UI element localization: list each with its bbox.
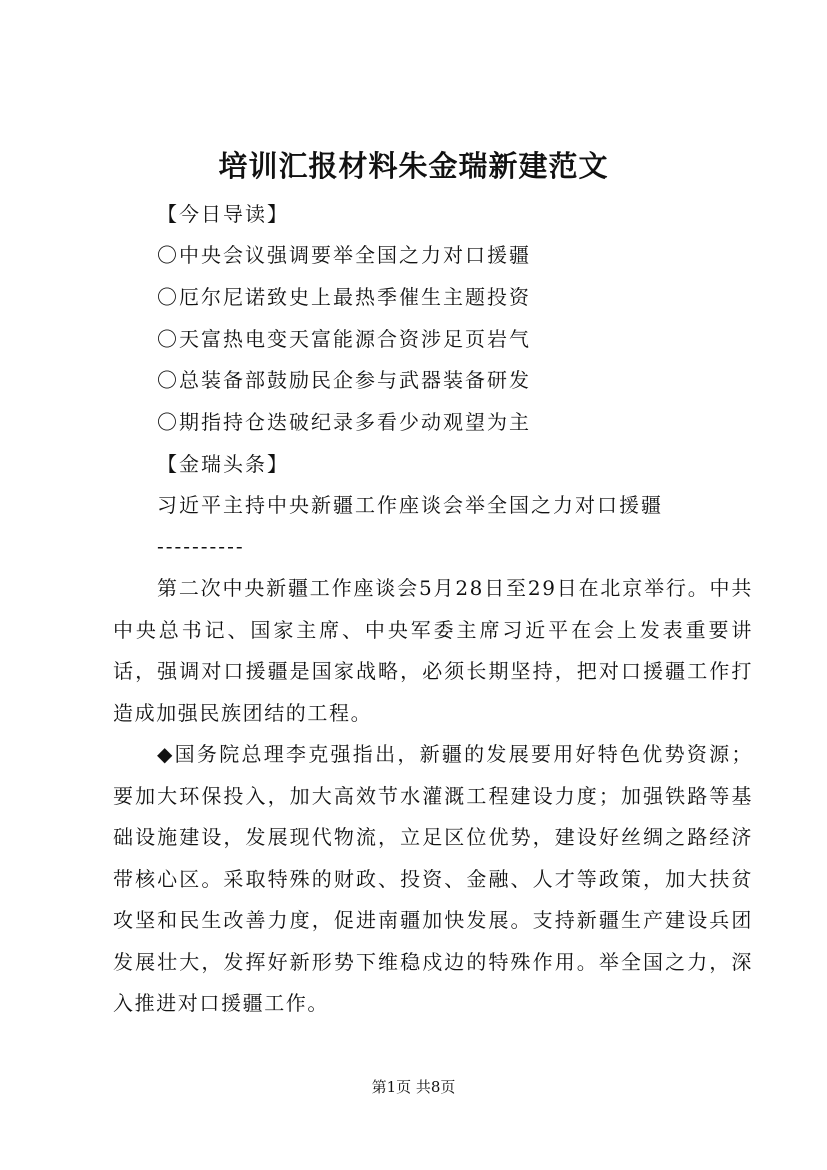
body-paragraph: 第二次中央新疆工作座谈会5月28日至29日在北京举行。中共中央总书记、国家主席、中央军委主席习近平在会上发表重要讲话，强调对口援疆是国家战略，必须长期坚持，把对口援疆工作打造成加强民族团结的工程。 [113,576,753,725]
intro-item: 〇中央会议强调要举全国之力对口援疆 [157,243,531,267]
intro-item: 〇厄尔尼诺致史上最热季催生主题投资 [157,285,531,309]
page-number-footer: 第1页 共8页 [371,1078,456,1096]
divider-line: ---------- [157,534,245,558]
headline-text: 习近平主持中央新疆工作座谈会举全国之力对口援疆 [157,493,663,517]
intro-item: 〇总装备部鼓励民企参与武器装备研发 [157,368,531,392]
intro-heading: 【今日导读】 [157,202,289,226]
headline-heading: 【金瑞头条】 [157,452,289,476]
intro-item: 〇天富热电变天富能源合资涉足页岩气 [157,327,531,351]
document-title: 培训汇报材料朱金瑞新建范文 [218,149,609,183]
body-paragraph: ◆国务院总理李克强指出，新疆的发展要用好特色优势资源；要加大环保投入，加大高效节水灌溉工程建设力度；加强铁路等基础设施建设，发展现代物流，立足区位优势，建设好丝绸之路经济带核心区。采取特殊的财政、投资、金融、人才等政策，加大扶贫攻坚和民生改善力度，促进南疆加快发展。支持新疆生产建设兵团发展壮大，发挥好新形势下维稳戍边的特殊作用。举全国之力，深入推进对口援疆工作。 [113,742,753,1015]
intro-item: 〇期指持仓迭破纪录多看少动观望为主 [157,410,531,434]
